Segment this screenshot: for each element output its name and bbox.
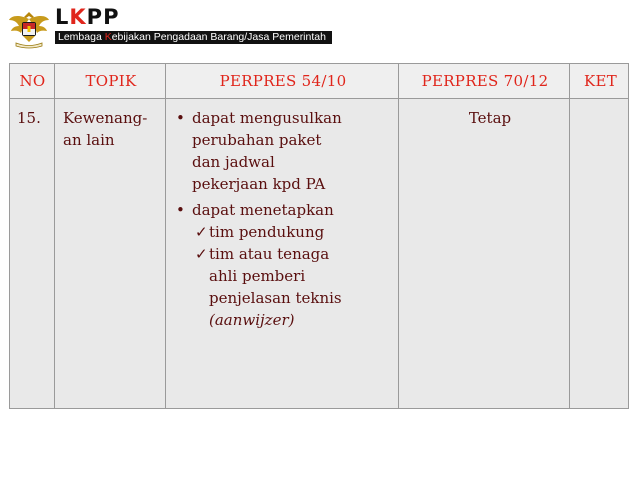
bullet-item <box>171 199 396 221</box>
checklist-line: tim atau tenaga <box>209 245 330 263</box>
bullet-line: • dapat menetapkan <box>192 201 334 219</box>
checklist-item <box>171 221 396 243</box>
checklist-line: (aanwijzer) <box>209 311 295 329</box>
brand-subtitle: Lembaga Kebijakan Pengadaan Barang/Jasa Pemerintah <box>55 31 332 44</box>
checklist-line: ahli pemberi <box>209 267 306 285</box>
cell-no: 15. <box>17 109 41 127</box>
checklist-line: penjelasan teknis <box>209 289 342 307</box>
cell-perpres-70-12: Tetap <box>468 109 512 127</box>
column-divider <box>398 63 399 409</box>
check-icon: ✓ <box>195 223 208 241</box>
column-header-topik: TOPIK <box>85 72 137 90</box>
cell-topik-line: Kewenang- <box>63 109 148 127</box>
checklist-line: tim pendukung <box>209 223 325 241</box>
cell-topik-line: an lain <box>63 131 115 149</box>
column-header-perpres-70-12: PERPRES 70/12 <box>421 72 549 90</box>
bullet-line: dan jadwal <box>192 153 275 171</box>
bullet-line: pekerjaan kpd PA <box>192 175 326 193</box>
bullet-item <box>171 107 396 195</box>
cell-topik <box>63 107 163 151</box>
column-divider <box>165 63 166 409</box>
column-header-ket: KET <box>583 72 618 90</box>
bullet-line: • dapat mengusulkan <box>192 109 342 127</box>
comparison-table <box>9 63 629 409</box>
bullet-line: perubahan paket <box>192 131 322 149</box>
garuda-emblem-icon <box>8 6 50 50</box>
brand <box>55 5 332 44</box>
column-header-perpres-54-10: PERPRES 54/10 <box>219 72 347 90</box>
check-icon: ✓ <box>195 245 208 263</box>
column-header-no: NO <box>19 72 46 90</box>
table-header-row <box>9 63 629 99</box>
cell-perpres-54-10 <box>171 107 396 331</box>
checklist-item <box>171 243 396 331</box>
header <box>0 0 638 58</box>
brand-title: LKPP <box>55 5 120 29</box>
